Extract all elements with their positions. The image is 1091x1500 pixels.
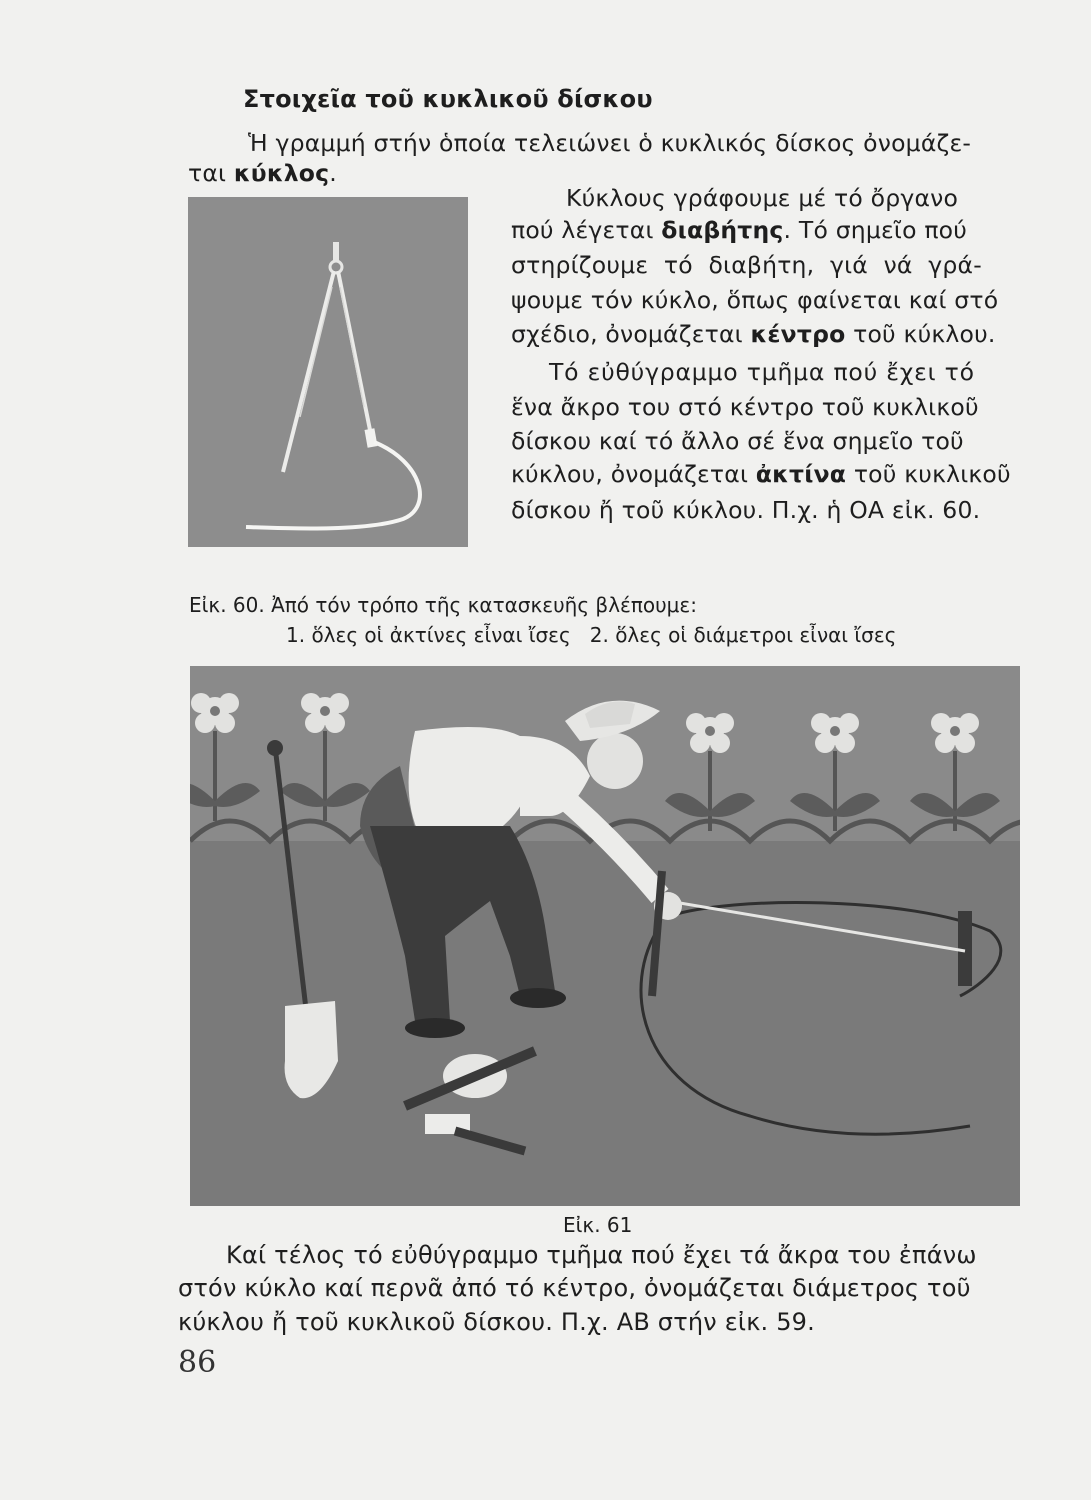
paragraph-2-line-2 (511, 215, 967, 245)
paragraph-1-line-2 (188, 158, 337, 188)
paragraph-2-line-4: ψουμε τόν κύκλο, ὅπως φαίνεται καί στό (511, 286, 999, 314)
figure-61-caption: Εἰκ. 61 (563, 1213, 633, 1237)
paragraph-2-line-1: Κύκλους γράφουμε μέ τό ὄργανο (566, 184, 959, 212)
paragraph-1-line-1: Ἡ γραμμή στήν ὁποία τελειώνει ὁ κυκλικός δίσκος ὀνομάζε- (248, 129, 972, 157)
text-fragment: τοῦ κυκλικοῦ (846, 460, 1011, 488)
term-diavitis: διαβήτης (661, 216, 784, 244)
paragraph-4-line-1: Καί τέλος τό εὐθύγραμμο τμῆμα πού ἔχει τά ἄκρα του ἐπάνω (226, 1241, 977, 1269)
figure-61-illustration (190, 666, 1020, 1206)
paragraph-4-line-2: στόν κύκλο καί περνᾶ ἀπό τό κέντρο, ὀνομάζεται διάμετρος τοῦ (178, 1274, 971, 1302)
term-kyklos: κύκλος (233, 159, 330, 187)
term-kentro: κέντρο (750, 320, 846, 348)
text-fragment: . Τό σημεῖο πού (783, 216, 968, 244)
text-fragment: πού λέγεται (511, 216, 662, 244)
paragraph-2-line-3: στηρίζουμε τό διαβήτη, γιά νά γρά- (511, 251, 982, 279)
figure-60-caption-line-2: 1. ὅλες οἱ ἀκτίνες εἶναι ἴσες 2. ὅλες οἱ διάμετροι εἶναι ἴσες (286, 623, 897, 647)
figure-60-caption-line-1: Εἰκ. 60. Ἀπό τόν τρόπο τῆς κατασκευῆς βλέπουμε: (189, 593, 697, 617)
text-fragment: . (329, 159, 337, 187)
text-fragment: τοῦ κύκλου. (845, 320, 996, 348)
paragraph-3-line-4 (511, 459, 1011, 489)
paragraph-3-line-1: Τό εὐθύγραμμο τμῆμα πού ἔχει τό (549, 358, 975, 386)
paragraph-4-line-3: κύκλου ἤ τοῦ κυκλικοῦ δίσκου. Π.χ. ΑΒ στήν εἰκ. 59. (178, 1308, 815, 1336)
compass-icon (188, 197, 468, 547)
page-number: 86 (178, 1345, 217, 1380)
paragraph-3-line-2: ἕνα ἄκρο του στό κέντρο τοῦ κυκλικοῦ (511, 393, 979, 421)
section-heading: Στοιχεῖα τοῦ κυκλικοῦ δίσκου (243, 85, 653, 113)
paragraph-2-line-5 (511, 319, 996, 349)
paragraph-3-line-5: δίσκου ἤ τοῦ κύκλου. Π.χ. ἡ ΟΑ εἰκ. 60. (511, 496, 981, 524)
figure-60-compass-photo (188, 197, 468, 547)
text-fragment: ται (188, 159, 234, 187)
gardener-drawing-circle-illustration (190, 666, 1020, 1206)
paragraph-3-line-3: δίσκου καί τό ἄλλο σέ ἕνα σημεῖο τοῦ (511, 427, 964, 455)
text-fragment: κύκλου, ὀνομάζεται (511, 460, 756, 488)
term-aktina: ἀκτίνα (755, 460, 847, 488)
text-fragment: σχέδιο, ὀνομάζεται (511, 320, 751, 348)
